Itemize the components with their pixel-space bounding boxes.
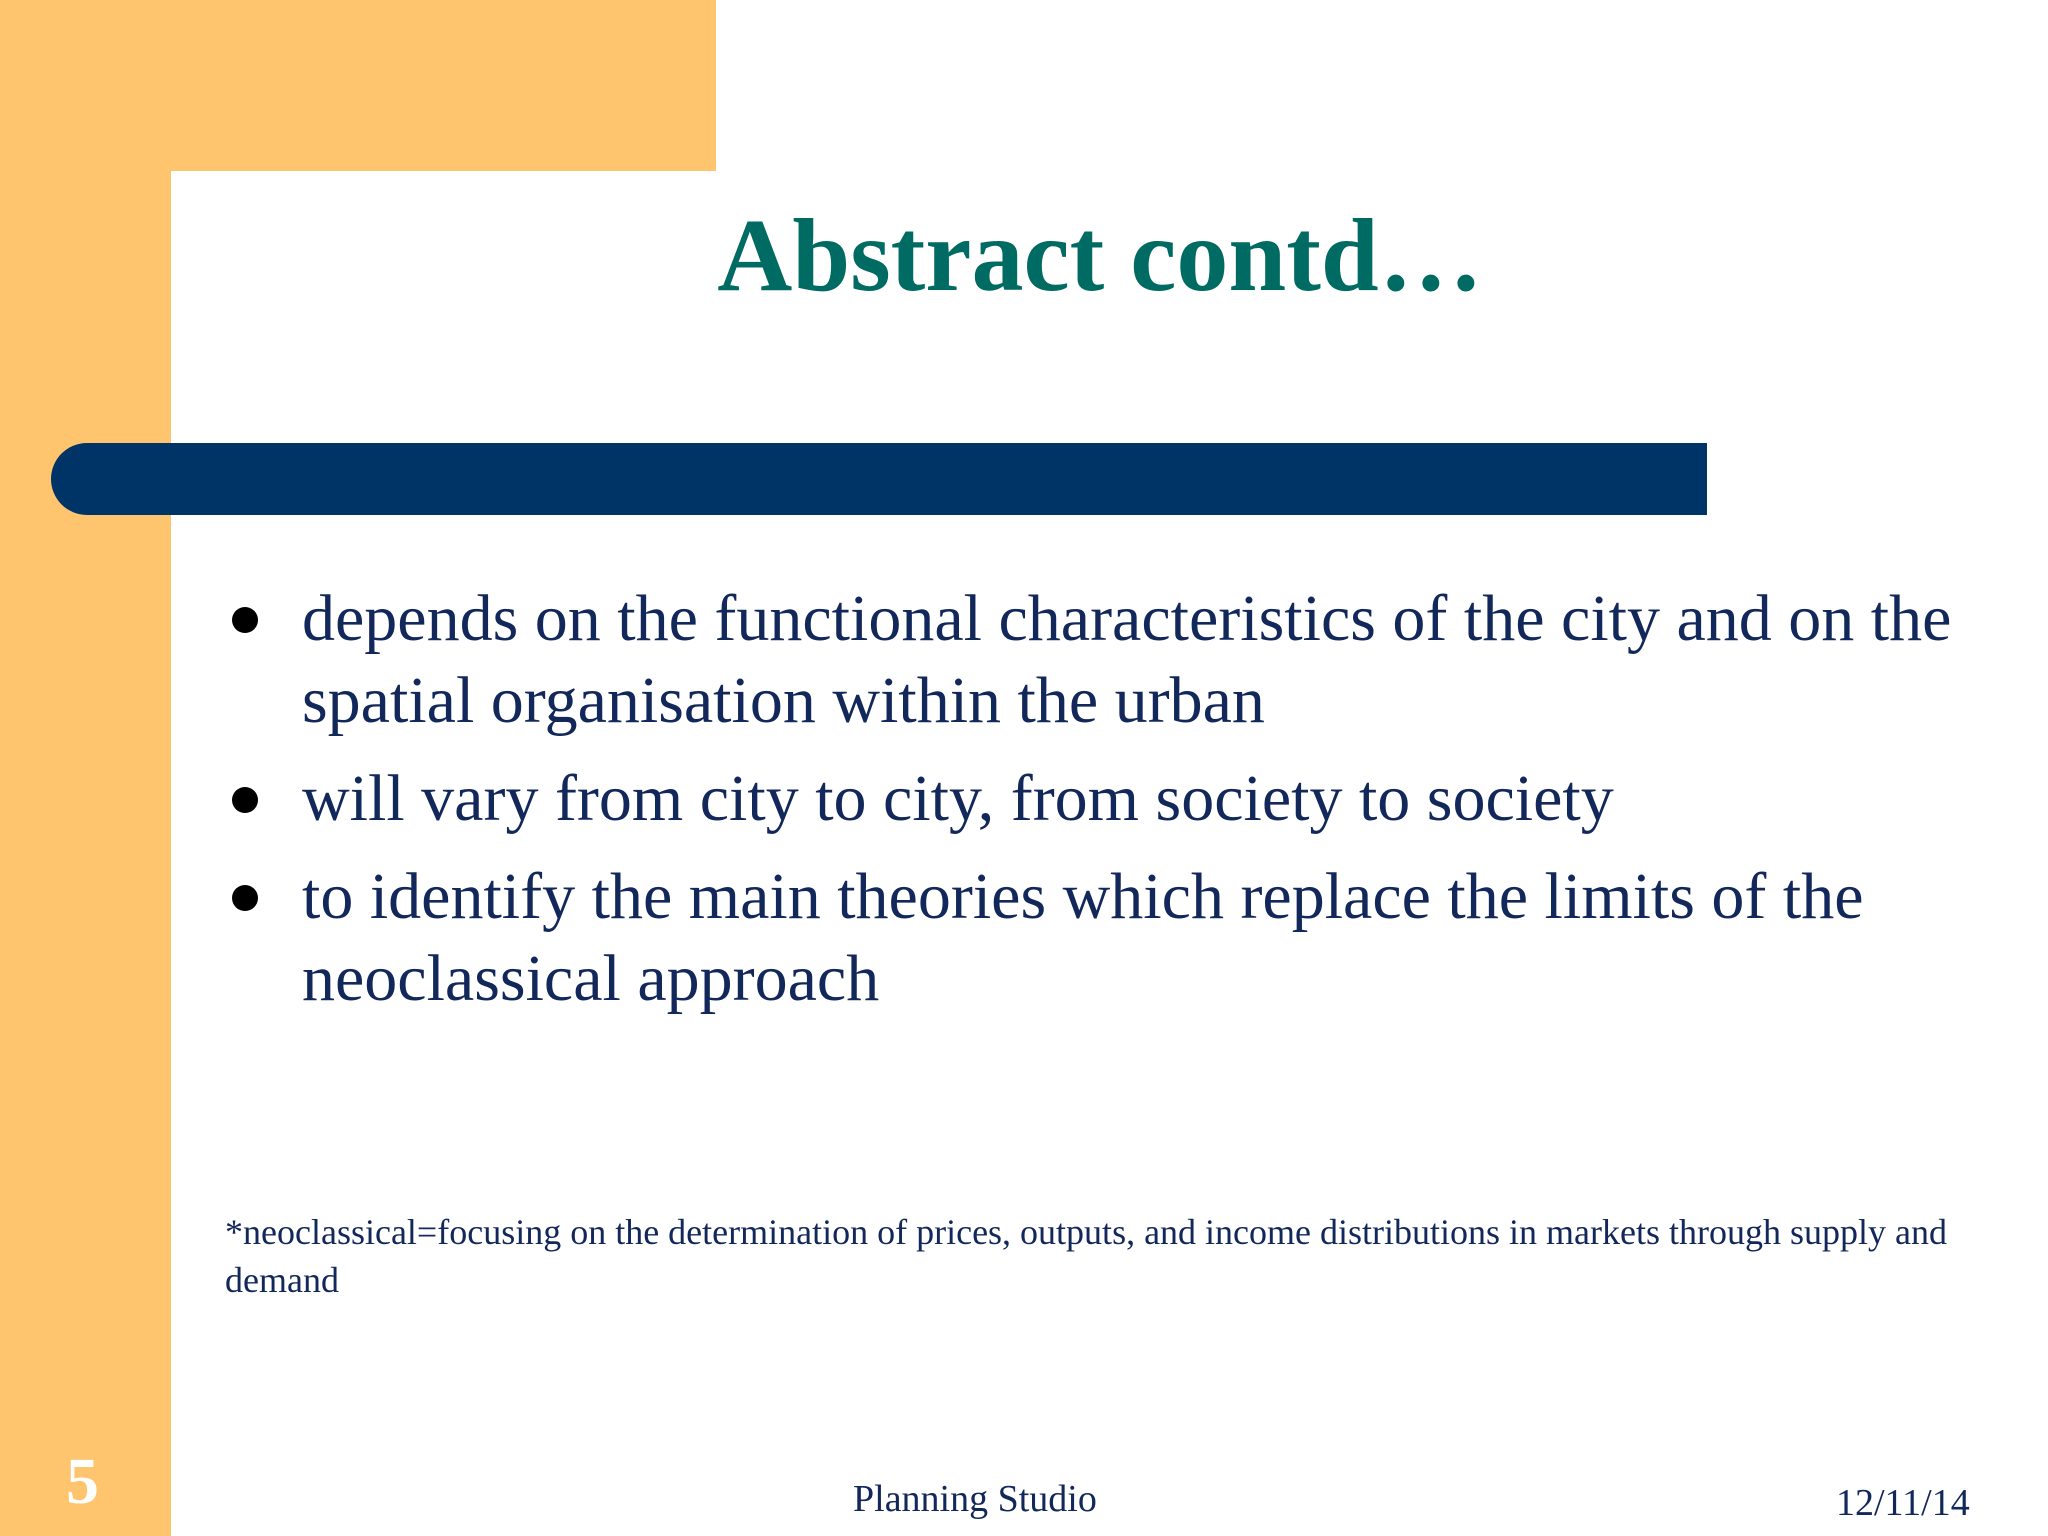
footer-text: Planning Studio	[853, 1478, 1097, 1520]
slide-title: Abstract contd…	[717, 198, 1483, 313]
bullet-item	[220, 578, 2000, 742]
bullet-dot-icon	[232, 607, 258, 633]
footnote: *neoclassical=focusing on the determination of prices, outputs, and income distributions in markets through supply and demand	[225, 1212, 1947, 1300]
bullet-list	[220, 578, 2000, 1036]
bullet-item	[220, 856, 2000, 1020]
bullet-dot-icon	[232, 885, 258, 911]
title-divider-bar	[51, 443, 1707, 515]
bullet-dot-icon	[232, 787, 258, 813]
slide-number: 5	[66, 1445, 99, 1518]
bullet-text: will vary from city to city, from society to society	[302, 762, 1614, 835]
bullet-text: depends on the functional characteristics of the city and on the spatial organisation within the urban	[302, 582, 1952, 737]
footer-date: 12/11/14	[1836, 1482, 1970, 1524]
orange-left-strip	[0, 0, 171, 1536]
bullet-item	[220, 758, 2000, 840]
bullet-text: to identify the main theories which replace the limits of the neoclassical approach	[302, 860, 1864, 1015]
